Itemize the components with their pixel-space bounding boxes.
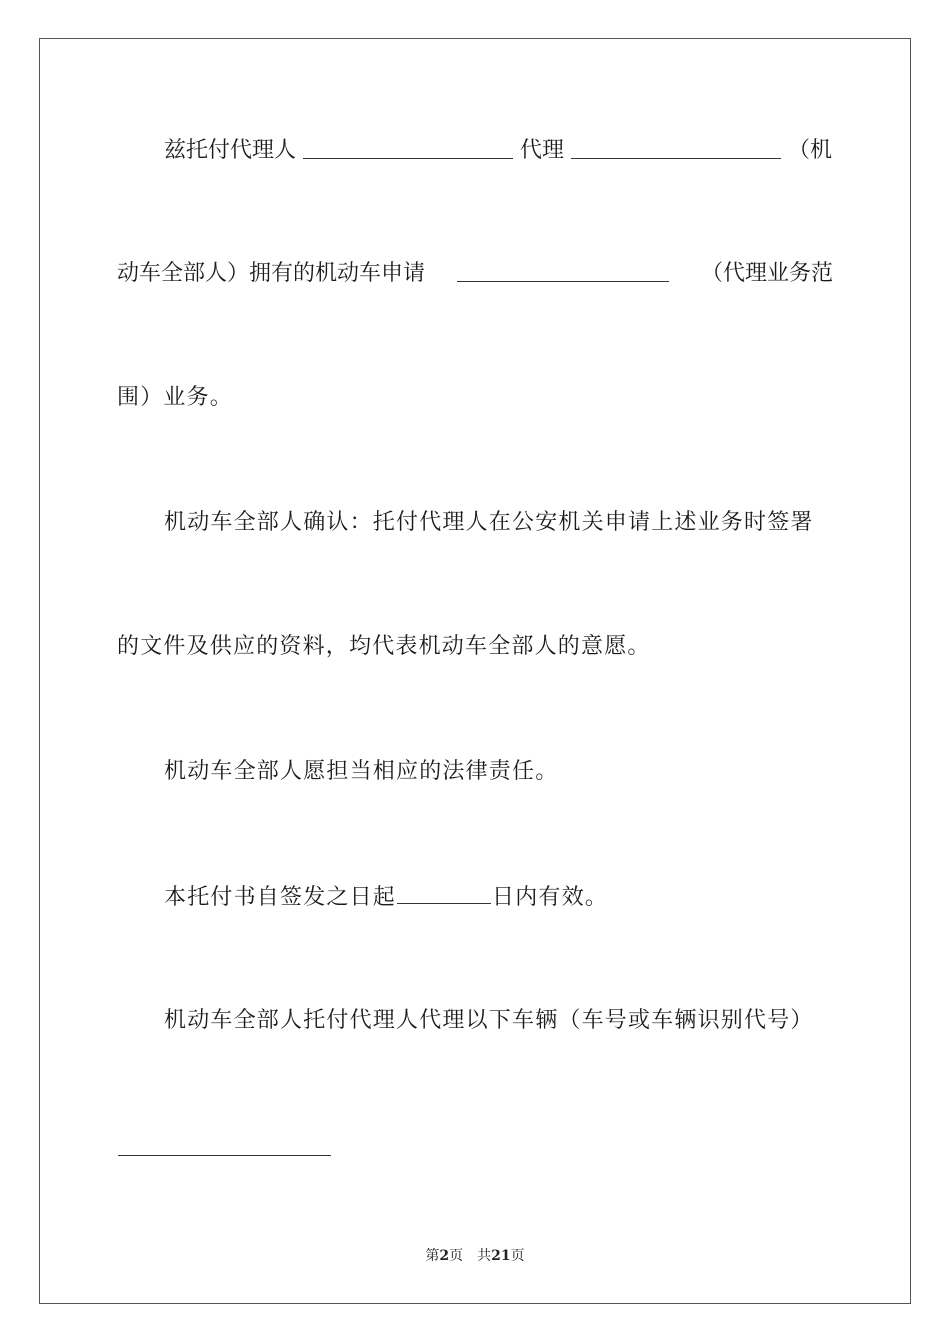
owner-name-blank[interactable]: [571, 136, 781, 159]
page-prefix: 第: [425, 1248, 440, 1264]
valid-days-blank[interactable]: [397, 881, 491, 904]
text-paren-open: （机: [787, 138, 832, 163]
page-footer: [0, 1247, 950, 1265]
text-entrust-agent: 兹托付代理人: [164, 138, 297, 163]
paragraph-3-line-1: [164, 757, 558, 787]
agent-name-blank[interactable]: [303, 136, 513, 159]
paragraph-1-line-1: [164, 136, 832, 166]
text-valid-from: 本托付书自签发之日起: [164, 885, 397, 910]
text-business-scope: （代理业务范: [700, 261, 833, 286]
total-pages: 21: [491, 1248, 511, 1264]
text-legal-responsibility: 机动车全部人愿担当相应的法律责任。: [164, 759, 559, 784]
page-suffix: 页: [449, 1248, 464, 1264]
text-vehicles: 机动车全部人托付代理人代理以下车辆（车号或车辆识别代号）: [164, 1008, 814, 1033]
page-number: 2: [439, 1248, 450, 1264]
total-prefix: 共: [477, 1248, 492, 1264]
text-valid-days: 日内有效。: [492, 885, 609, 910]
paragraph-5-line-1: [164, 1006, 814, 1036]
text-agent: 代理: [519, 138, 564, 163]
page-frame: [39, 38, 911, 1304]
text-owner-confirm: 机动车全部人确认：托付代理人在公安机关申请上述业务时签署: [164, 510, 814, 535]
vehicle-number-blank[interactable]: [118, 1133, 331, 1156]
text-owner-apply: 动车全部人）拥有的机动车申请: [117, 261, 426, 286]
paragraph-1-line-3: [117, 383, 233, 413]
business-scope-blank[interactable]: [457, 259, 669, 282]
paragraph-2-line-1: [164, 508, 814, 538]
text-business-end: 围）业务。: [117, 385, 234, 410]
paragraph-1-line-2: [117, 259, 833, 289]
total-suffix: 页: [510, 1248, 525, 1264]
paragraph-4-line-1: [164, 881, 608, 913]
text-owner-will: 的文件及供应的资料，均代表机动车全部人的意愿。: [117, 634, 651, 659]
paragraph-2-line-2: [117, 632, 651, 662]
